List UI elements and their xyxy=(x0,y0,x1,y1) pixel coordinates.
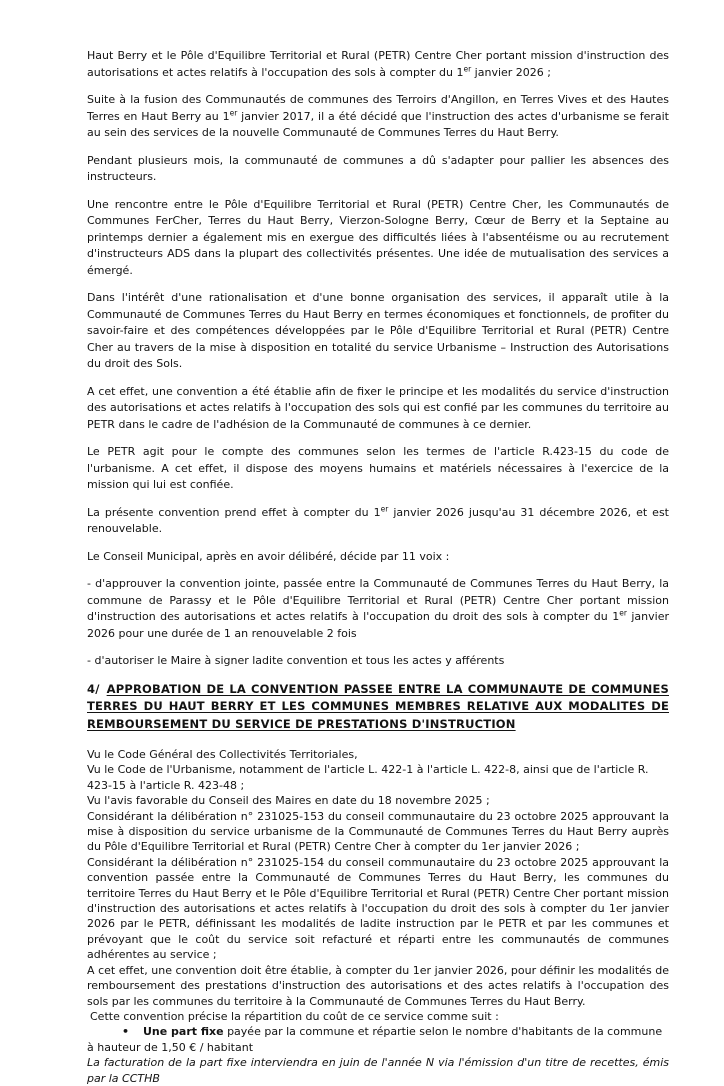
legal-line-deliberation-154: Considérant la délibération n° 231025-154 du conseil communautaire du 23 octobre 2025 approuvant la convention passée entre la Communauté de Communes Terres du Haut Berry, les communes du territoire Terres du Haut Berry et le Pôle d'Equilibre Territorial et Rural (PETR) Centre Cher portant mission d'instruction des autorisations et actes relatifs à l'occupation du droit des sols à compter du 1er janvier 2026 par le PETR, définissant les modalités de ladite instruction par le PETR et par les communes et prévoyant que le coût du service soit refacturé et réparti entre les communautés de communes adhérentes au service ; xyxy=(87,855,669,962)
superscript-er: er xyxy=(380,503,389,513)
paragraph-3-text: Pendant plusieurs mois, la communauté de communes a dû s'adapter pour pallier les absences des instructeurs. xyxy=(87,153,669,183)
billing-note: La facturation de la part fixe interviendra en juin de l'année N via l'émission d'un titre de recettes, émis par la CCTHB xyxy=(87,1056,669,1085)
tariff-line: à hauteur de 1,50 € / habitant xyxy=(87,1040,254,1054)
paragraph-8 xyxy=(87,505,669,538)
bullet-item-rest: payée par la commune et répartie selon le nombre d'habitants de la commune xyxy=(223,1025,663,1039)
superscript-er: er xyxy=(229,107,238,117)
superscript-er: er xyxy=(619,608,627,618)
paragraph-6 xyxy=(87,384,669,434)
paragraph-4-text: Une rencontre entre le Pôle d'Equilibre Territorial et Rural (PETR) Centre Cher, les Communautés de Communes FerCher, Terres du Haut Berry, Vierzon-Sologne Berry, Cœur de Berry et la Septaine au printemps dernier a également mis en exergue des difficultés liées à l'absentéisme ou au recrutement d'instructeurs ADS dans la plupart des collectivités présentes. Une idée de mutualisation des services a émergé. xyxy=(87,197,669,277)
bullet-item-part-fixe xyxy=(87,1024,669,1039)
paragraph-6-text: A cet effet, une convention a été établie afin de fixer le principe et les modalités du service d'instruction des autorisations et actes relatifs à l'occupation des sols qui est confié par les communes du territoire au PETR dans le cadre de l'adhésion de la Communauté de communes à ce dernier. xyxy=(87,384,669,431)
paragraph-2-text: Suite à la fusion des Communautés de communes des Terroirs d'Angillon, en Terres Vives et des Hautes Terres en Haut Berry au 1 xyxy=(87,93,669,123)
legal-references-block xyxy=(87,747,669,1086)
legal-line-avis-maires: Vu l'avis favorable du Conseil des Maires en date du 18 novembre 2025 ; xyxy=(87,794,490,808)
paragraph-1-text-cont: janvier 2026 ; xyxy=(471,65,552,79)
paragraph-5-text: Dans l'intérêt d'une rationalisation et d'une bonne organisation des services, il apparaît utile à la Communauté de Communes Terres du Haut Berry en termes économiques et fonctionnels, de profiter du savoir-faire et des compétences développées par le Pôle d'Equilibre Territorial et Rural (PETR) Centre Cher au travers de la mise à disposition en totalité du service Urbanisme – Instruction des Autorisations du droit des Sols. xyxy=(87,291,669,370)
paragraph-1-text: Haut Berry et le Pôle d'Equilibre Territorial et Rural (PETR) Centre Cher portant mission d'instruction des autorisations et actes relatifs à l'occupation des sols à compter du 1 xyxy=(87,49,669,79)
legal-line-convention-purpose: A cet effet, une convention doit être établie, à compter du 1er janvier 2026, pour définir les modalités de remboursement des prestations d'instruction des autorisations et des actes relatifs à l'occupation des sols par les communes du territoire à la Communauté de Communes Terres du Haut Berry. xyxy=(87,963,669,1008)
decision-item-authorize-text: - d'autoriser le Maire à signer ladite convention et tous les actes y afférents xyxy=(87,654,505,667)
deliberation-statement-text: Le Conseil Municipal, après en avoir délibéré, décide par 11 voix : xyxy=(87,549,450,563)
superscript-er: er xyxy=(463,63,472,73)
legal-line-code-urbanisme-cont: 423-15 à l'article R. 423-48 ; xyxy=(87,778,245,792)
paragraph-5 xyxy=(87,290,669,373)
paragraph-8-text: La présente convention prend effet à compter du 1 xyxy=(87,505,381,519)
legal-line-deliberation-153: Considérant la délibération n° 231025-153 du conseil communautaire du 23 octobre 2025 approuvant la mise à disposition du service urbanisme de la Communauté de Communes Terres du Haut Berry auprès du Pôle d'Equilibre Territorial et Rural (PETR) Centre Cher à compter du 1er janvier 2026 ; xyxy=(87,809,669,854)
paragraph-1 xyxy=(87,48,669,81)
section-heading-text: APPROBATION DE LA CONVENTION PASSEE ENTRE LA COMMUNAUTE DE COMMUNES TERRES DU HAUT BERRY ET LES COMMUNES MEMBRES RELATIVE AUX MODALITES DE REMBOURSEMENT DU SERVICE DE PRESTATIONS D'INSTRUCTION xyxy=(87,681,669,731)
paragraph-8-text-cont: janvier 2026 jusqu'au 31 décembre 2026, et est renouvelable. xyxy=(87,505,669,535)
decision-item-approve xyxy=(87,576,669,642)
legal-line-cgct: Vu le Code Général des Collectivités Territoriales, xyxy=(87,748,358,761)
bullet-item-lead: Une part fixe xyxy=(143,1025,224,1039)
decision-item-approve-text: - d'approuver la convention jointe, passée entre la Communauté de Communes Terres du Haut Berry, la commune de Parassy et le Pôle d'Equilibre Territorial et Rural (PETR) Centre Cher portant mission d'instruction des autorisations et actes relatifs à l'occupation du droit des sols à compter du 1 xyxy=(87,577,669,623)
paragraph-4 xyxy=(87,197,669,280)
paragraph-2 xyxy=(87,92,669,142)
legal-line-cost-split-intro: Cette convention précise la répartition du coût de ce service comme suit : xyxy=(90,1009,499,1023)
paragraph-7 xyxy=(87,444,669,494)
paragraph-2-text-cont: janvier 2017, il a été décidé que l'instruction des actes d'urbanisme se ferait au sein des services de la nouvelle Communauté de Communes Terres du Haut Berry. xyxy=(87,109,669,139)
legal-line-code-urbanisme: Vu le Code de l'Urbanisme, notamment de l'article L. 422-1 à l'article L. 422-8, ainsi que de l'article R. xyxy=(87,763,649,777)
section-heading xyxy=(87,681,669,734)
section-heading-number: 4/ xyxy=(87,681,100,696)
decision-item-approve-text-cont: janvier 2026 pour une durée de 1 an renouvelable 2 fois xyxy=(87,610,669,640)
decision-item-authorize xyxy=(87,653,669,670)
paragraph-7-text: Le PETR agit pour le compte des communes selon les termes de l'article R.423-15 du code de l'urbanisme. A cet effet, il dispose des moyens humains et matériels nécessaires à l'exercice de la mission qui lui est confiée. xyxy=(87,445,669,491)
paragraph-3 xyxy=(87,153,669,186)
bullet-icon: • xyxy=(122,1025,130,1039)
deliberation-statement xyxy=(87,549,669,566)
